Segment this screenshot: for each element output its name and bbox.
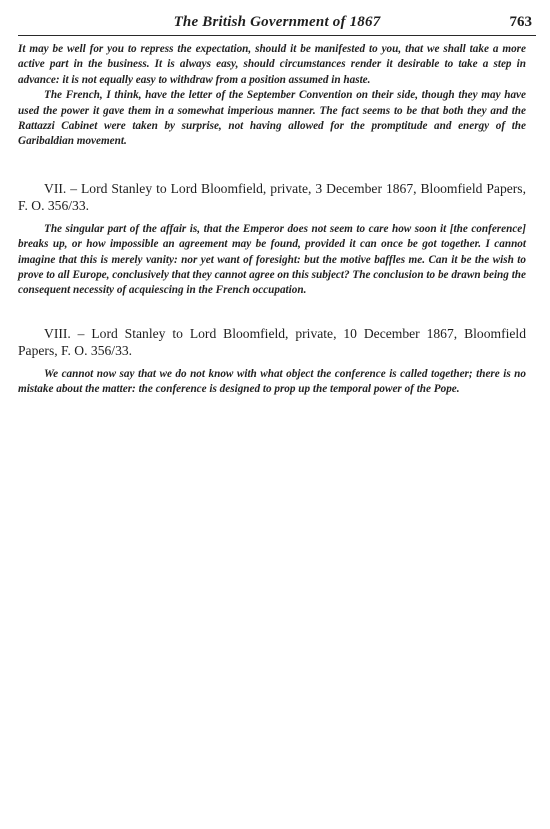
page-body	[18, 42, 526, 398]
running-title: The British Government of 1867	[173, 14, 381, 30]
letter-heading-viii: VIII. – Lord Stanley to Lord Bloomfield, private, 10 December 1867, Bloomfield Papers, F. O. 356/33.	[18, 325, 526, 358]
spacer	[18, 214, 526, 222]
paragraph-french: The French, I think, have the letter of the September Convention on their side, though they may have used the power it gave them in a somewhat imperious manner. The fact seems to be that both they and the Rattazzi Cabinet were taken by surprise, not having allowed for the promptitude and energy of the Garibaldian movement.	[18, 89, 526, 148]
letter-heading-vii: VII. – Lord Stanley to Lord Bloomfield, private, 3 December 1867, Bloomfield Papers, F. O. 356/33.	[18, 180, 526, 213]
letter-text-vii: The singular part of the affair is, that the Emperor does not seem to care how soon it [the conference] breaks up, or how impossible an agreement may be found, provided it can once be got together. I cannot imagine that this is merely vanity: nor yet want of foresight: but the motive baffles me. Can it be the wish to prove to all Europe, conclusively that they cannot agree on this subject? The conclusion to be drawn being the consequent necessity of acquiescing in the French occupation.	[18, 222, 526, 297]
letter-text-viii: We cannot now say that we do not know with what object the conference is called together; there is no mistake about the matter: the conference is designed to prop up the temporal power of the Pope.	[18, 367, 526, 396]
spacer	[18, 359, 526, 367]
spacer	[18, 299, 526, 325]
running-head	[18, 14, 536, 34]
spacer	[18, 150, 526, 180]
header-rule	[18, 35, 536, 36]
page-number: 763	[509, 14, 532, 30]
paragraph-continued: It may be well for you to repress the expectation, should it be manifested to you, that we shall take a more active part in the business. It is always easy, should circumstances render it desirable to take a step in advance: it is not equally easy to withdraw from a position assumed in haste.	[18, 43, 526, 86]
